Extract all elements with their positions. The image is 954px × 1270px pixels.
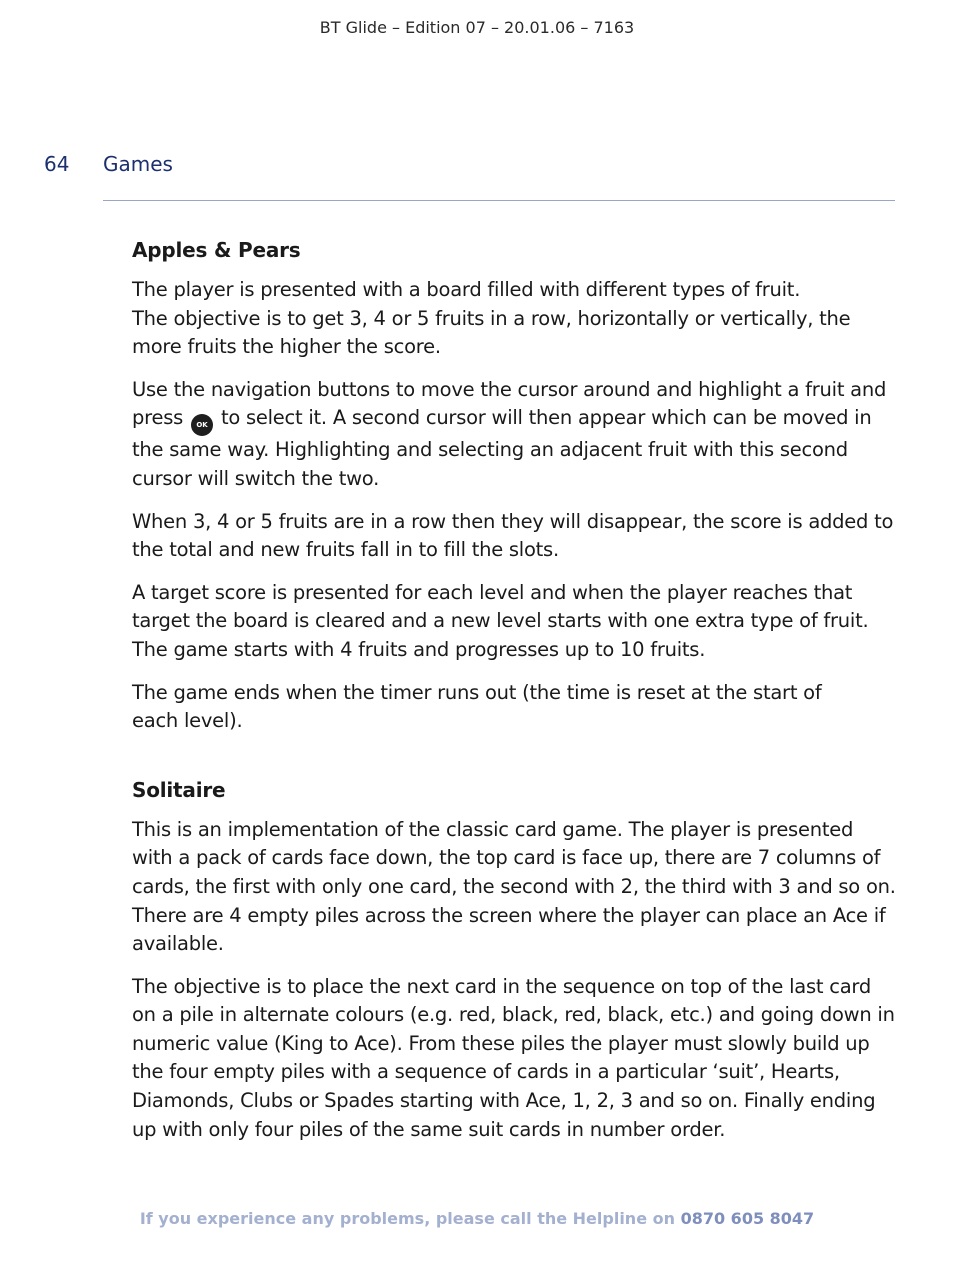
apples-pears-controls [132, 376, 896, 494]
helpline-footer [0, 1209, 954, 1228]
apples-pears-intro-line1: The player is presented with a board filled with different types of fruit. [132, 278, 801, 301]
solitaire-objective: The objective is to place the next card in the sequence on top of the last card on a pile in alternate colours (e.g. red, black, red, black, etc.) and going down in numeric value (King to Ace). From these piles the player must slowly build up the four empty piles with a sequence of cards in a particular ‘suit’, Hearts, Diamonds, Clubs or Spades starting with Ace, 1, 2, 3 and so on. Finally ending up with only four piles of the same suit cards in number order. [132, 974, 895, 1141]
header-divider [103, 200, 895, 201]
controls-text-before: Use the navigation buttons to move the cursor around and highlight a fruit and press [132, 377, 887, 430]
controls-text-after: to select it. A second cursor will then appear which can be moved in the same way. Highlighting and selecting an adjacent fruit with this second cursor will switch the two. [132, 406, 872, 490]
helpline-phone: 0870 605 8047 [680, 1209, 815, 1228]
apples-pears-levels [132, 579, 896, 665]
apples-pears-intro [132, 276, 896, 362]
apples-pears-levels-line2: The game starts with 4 fruits and progresses up to 10 fruits. [132, 637, 706, 661]
page-content [132, 236, 896, 1158]
page-number: 64 [44, 152, 70, 176]
apples-pears-scoring: When 3, 4 or 5 fruits are in a row then they will disappear, the score is added to the total and new fruits fall in to fill the slots. [132, 509, 894, 562]
solitaire-heading: Solitaire [132, 777, 226, 802]
apples-pears-intro-line2: The objective is to get 3, 4 or 5 fruits in a row, horizontally or vertically, the more fruits the higher the score. [132, 306, 851, 359]
ok-button-icon: OK [191, 414, 213, 436]
section-title: Games [103, 152, 173, 176]
apples-pears-heading: Apples & Pears [132, 238, 301, 262]
helpline-text: If you experience any problems, please call the Helpline on [139, 1209, 675, 1228]
apples-pears-levels-line1: A target score is presented for each level and when the player reaches that target the board is cleared and a new level starts with one extra type of fruit. [132, 580, 869, 633]
solitaire-intro: This is an implementation of the classic card game. The player is presented with a pack of cards face down, the top card is face up, there are 7 columns of cards, the first with only one card, the second with 2, the third with 3 and so on. There are 4 empty piles across the screen where the player can place an Ace if available. [132, 817, 896, 956]
apples-pears-ending: The game ends when the timer runs out (the time is reset at the start of each level). [132, 680, 822, 733]
edition-header: BT Glide – Edition 07 – 20.01.06 – 7163 [319, 18, 635, 37]
